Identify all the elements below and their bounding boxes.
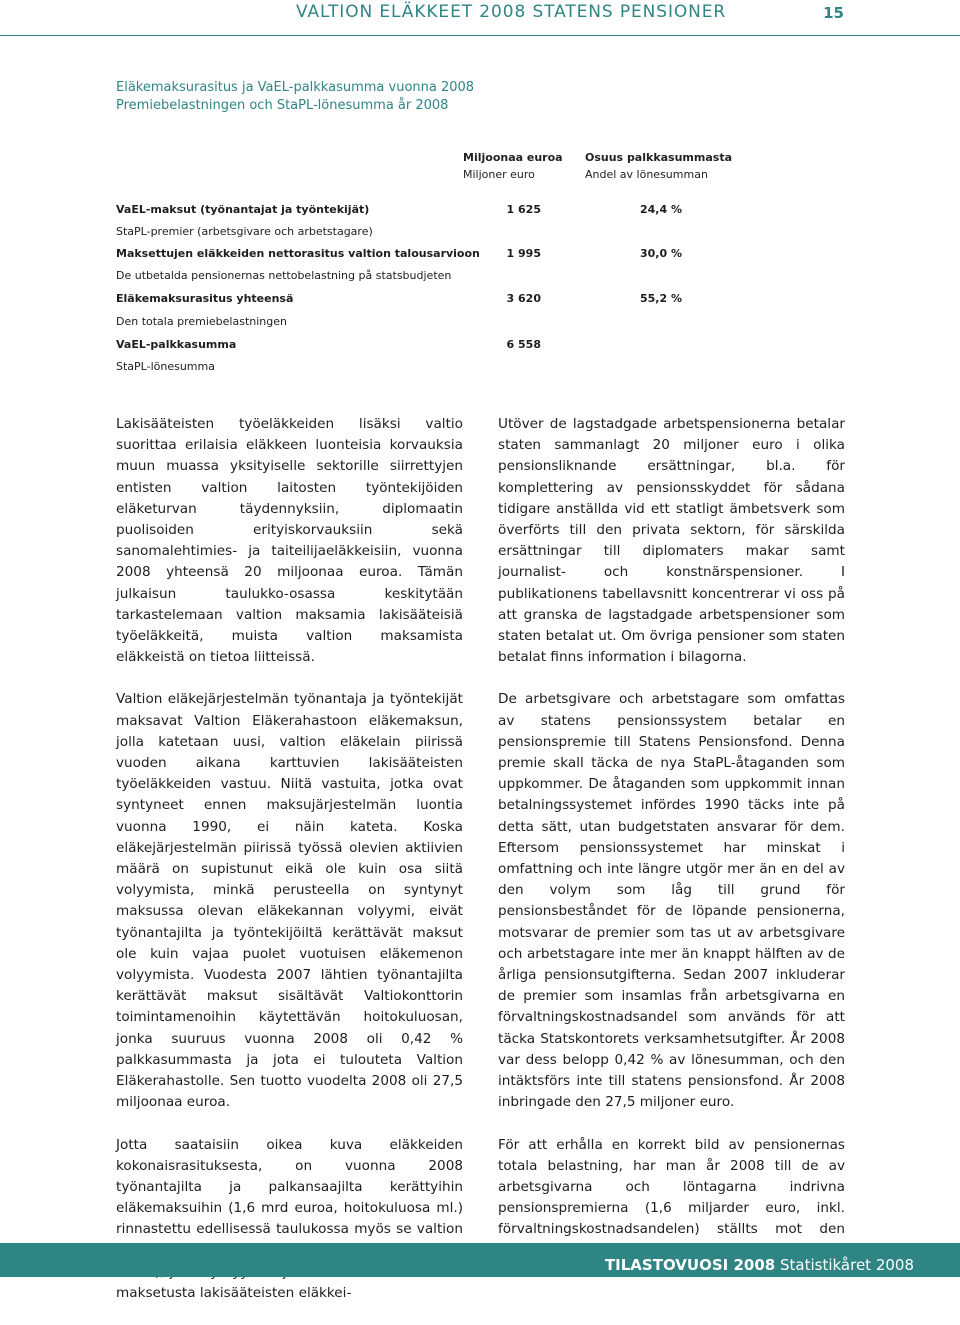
paragraph: Jotta saataisiin oikea kuva eläkkeiden kokonaisrasituksesta, on vuonna 2008 työnantajilta ja palkansaajilta kerättyihin eläkemaksuihin (1,6 mrd euroa, hoitokuluosa ml.) rinnastettu edellisessä taulukossa myös se valtion maksetusta lakisääteisten eläkkei- (116, 1136, 463, 1301)
column-header-share-fi: Osuus palkkasummasta (585, 151, 733, 164)
paragraph: Utöver de lagstadgade arbetspensionerna betalar staten sammanlagt 20 miljoner euro i olika pensionsliknande ersättningar, bl.a. för komplettering av pensionsskyddet för sådana tidigare anställda vid ett statligt ämbetsverk som överförts till den privata sektorn, för särskilda ersättningar till diplomaters makar samt journalist- och konstnärspensioner. I publikationens tabellavsnitt koncentrerar vi oss på att granska de lagstadgade arbetspensioner som staten betalat ut. Om övriga pensioner som staten betalat finns information i bilagorna. (498, 416, 845, 666)
row-label: StaPL-premier (arbetsgivare och arbetstagare) (116, 225, 373, 238)
column-header-amount-sv: Miljoner euro (463, 168, 535, 181)
section-title-fi: Eläkemaksurasitus ja VaEL-palkkasumma vuonna 2008 (116, 80, 475, 95)
column-header-share (585, 149, 732, 183)
row-amount: 1 995 (506, 247, 541, 260)
footer-label-sv: Statistikåret 2008 (779, 1256, 914, 1274)
table-row (116, 243, 686, 265)
row-amount: 3 620 (506, 292, 541, 305)
table-row (116, 288, 686, 310)
row-share: 24,4 % (640, 203, 682, 216)
table-row (116, 265, 686, 287)
row-label: Eläkemaksurasitus yhteensä (116, 292, 294, 305)
paragraph: Lakisääteisten työeläkkeiden lisäksi valtio suorittaa erilaisia eläkkeen luonteisia korvauksia muun muassa yksityiselle sektorille siirrettyjen entisten valtion laitosten työntekijöiden eläketurvan täydennyksiin, diplomaatin puolisoiden erityiskorvauksiin sekä sanomalehtimies- ja taiteilijaeläkkeisiin, vuonna 2008 yhteensä 20 miljoonaa euroa. Tämän julkaisun taulukko-osassa keskitytään tarkastelemaan valtion maksamia lakisääteisiä työeläkkeitä, muista valtion maksamista eläkkeistä on tietoa liitteissä. (116, 416, 463, 666)
row-share: 55,2 % (640, 292, 682, 305)
row-amount: 1 625 (506, 203, 541, 216)
row-share: 30,0 % (640, 247, 682, 260)
table-row (116, 356, 686, 378)
row-label: De utbetalda pensionernas nettobelastning på statsbudjeten (116, 269, 452, 282)
column-header-share-sv: Andel av lönesumman (585, 168, 708, 181)
body-column-swedish (498, 414, 845, 1283)
section-title-sv: Premiebelastningen och StaPL-lönesumma år 2008 (116, 98, 449, 113)
running-header-title: VALTION ELÄKKEET 2008 STATENS PENSIONER (296, 2, 727, 22)
header-rule (0, 35, 960, 36)
column-header-amount-fi: Miljoonaa euroa (463, 151, 563, 164)
row-label: Maksettujen eläkkeiden nettorasitus valtion talousarvioon (116, 247, 480, 260)
column-header-amount (463, 149, 563, 183)
row-label: StaPL-lönesumma (116, 360, 215, 373)
body-column-finnish (116, 414, 463, 1325)
row-label: VaEL-palkkasumma (116, 338, 237, 351)
paragraph: För att erhålla en korrekt bild av pensionernas totala belastning, har man år 2008 till de av arbetsgivarna och löntagarna indrivna pensionspremierna (1,6 miljarder euro, inkl. förvaltningskostnadsandelen) ställts mot den (498, 1136, 845, 1238)
row-amount: 6 558 (506, 338, 541, 351)
paragraph: Valtion eläkejärjestelmän työnantaja ja työntekijät maksavat Valtion Eläkerahastoon eläkemaksun, jolla katetaan uusi, valtion eläkelain piirissä vuoden aikana karttuvien lakisääteisten työeläkkeiden vastuu. Niitä vastuita, jotka ovat syntyneet ennen maksujärjestelmän luontia vuonna 1990, ei näin kateta. Koska eläkejärjestelmän piirissä työssä olevien aktiivien määrä on supistunut eikä ole kuin osa siitä volyymista, minkä perusteella on syntynyt maksussa olevan eläkekannan volyymi, eivät työnantajilta ja työntekijöiltä kerättävät maksut ole kuin vajaa puolet vuotuisen eläkemenon volyymista. Vuodesta 2007 lähtien työnantajilta kerättävät maksut sisältävät Valtiokonttorin toimintamenoihin käytettävän hoitokuluosan, jonka suuruus vuonna 2008 oli 0,42 % palkkasummasta ja jota ei tulouteta Valtion Eläkerahastolle. Sen tuotto vuodelta 2008 oli 27,5 miljoonaa euroa. (116, 691, 463, 1111)
row-label: Den totala premiebelastningen (116, 315, 287, 328)
table-row (116, 334, 686, 356)
section-title (116, 79, 474, 115)
footer-band (0, 1243, 960, 1277)
table-row (116, 311, 686, 333)
row-label: VaEL-maksut (työnantajat ja työntekijät) (116, 203, 370, 216)
footer-label (605, 1256, 914, 1274)
footer-label-fi: TILASTOVUOSI 2008 (604, 1256, 776, 1274)
paragraph: De arbetsgivare och arbetstagare som omfattas av statens pensionssystem betalar en pensionspremie till Statens Pensionsfond. Denna premie skall täcka de nya StaPL-åtaganden som uppkommer. De åtaganden som uppkommit innan betalningssystemet infördes 1990 täcks inte på detta sätt, utan budgetstaten ansvarar för dem. Eftersom pensionssystemet har minskat i omfattning och inte längre utgör mer än en del av den volym som låg till grund för pensionsbeståndet för de löpande pensionerna, motsvarar de premier som tas ut av arbetsgivare och arbetstagare inte mer än knappt hälften av de årliga pensionsutgifterna. Sedan 2007 inkluderar de premier som insamlas från arbetsgivarna en förvaltningskostnadsandel som används för att täcka Statskontorets verksamhetsutgifter. År 2008 var dess belopp 0,42 % av lönesumman, och den intäktsförs inte till statens pensionsfond. År 2008 inbringade den 27,5 miljoner euro. (498, 691, 845, 1111)
table-row (116, 221, 686, 243)
page-number: 15 (823, 4, 844, 22)
table-row (116, 199, 686, 221)
